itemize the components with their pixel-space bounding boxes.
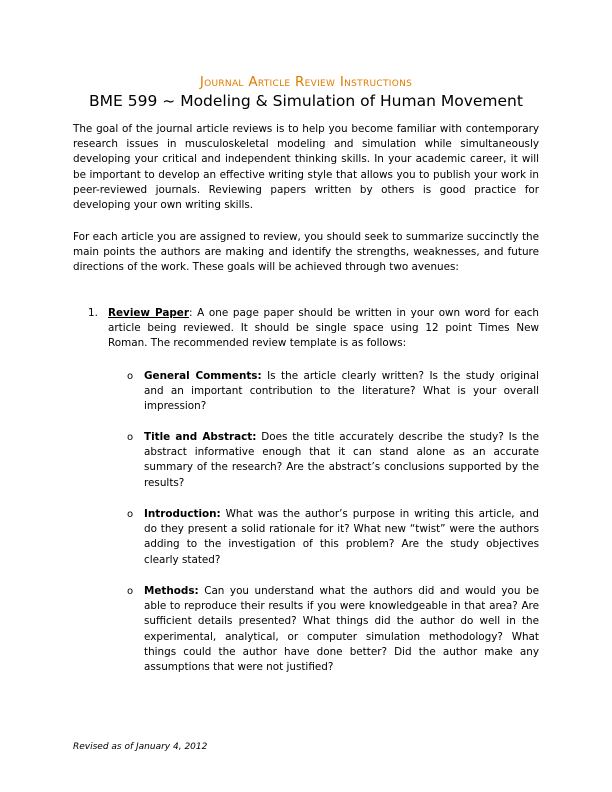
subitem-introduction	[144, 507, 539, 568]
bullet-marker: o	[127, 509, 134, 520]
course-title: BME 599 ~ Modeling & Simulation of Human Movement	[89, 92, 523, 110]
subitem-heading: Introduction:	[144, 508, 221, 520]
intro-paragraph-1: The goal of the journal article reviews is to help you become familiar with contemporary research issues in musculoskeletal modeling and simulation while simultaneously developing your critical and independent thinking skills. In your academic career, it will be important to develop an effective writing style that allows you to publish your work in peer-reviewed journals. Reviewing papers written by others is good practice for developing your own writing skills.	[73, 123, 539, 212]
revision-date: Revised as of January 4, 2012	[73, 742, 208, 752]
subitem-general-comments	[144, 369, 539, 415]
subitem-text: Can you understand what the authors did and would you be able to reproduce their results if you were knowledgeable in that area? Are sufficient details presented? What things did the author do well in the experimental, analytical, or computer simulation methodology? What things could the author have done better? Did the author make any assumptions that were not justified?	[144, 585, 539, 674]
subitem-heading: General Comments:	[144, 370, 262, 382]
list-item-review-paper	[108, 306, 539, 352]
document-title: Journal Article Review Instructions	[199, 74, 413, 90]
bullet-marker: o	[127, 371, 134, 382]
review-paper-text: : A one page paper should be written in your own word for each article being reviewed. It should be single space using 12 point Times New Roman. The recommended review template is as follows:	[108, 307, 539, 350]
bullet-marker: o	[127, 586, 134, 597]
subitem-heading: Title and Abstract:	[144, 431, 257, 443]
bullet-marker: o	[127, 432, 134, 443]
subitem-text: Is the article clearly written? Is the study original and an important contribution to the literature? What is your overall impression?	[144, 370, 539, 413]
subitem-methods	[144, 584, 539, 675]
review-paper-heading: Review Paper	[108, 307, 189, 319]
subitem-text: Does the title accurately describe the study? Is the abstract informative enough that it can stand alone as an accurate summary of the research? Are the abstract’s conclusions supported by the results?	[144, 431, 539, 489]
list-number: 1.	[88, 307, 98, 319]
subitem-title-abstract	[144, 430, 539, 491]
subitem-heading: Methods:	[144, 585, 199, 597]
intro-paragraph-2: For each article you are assigned to review, you should seek to summarize succinctly the main points the authors are making and identify the strengths, weaknesses, and future directions of the work. These goals will be achieved through two avenues:	[73, 231, 539, 274]
subitem-text: What was the author’s purpose in writing this article, and do they present a solid rationale for it? What new “twist” were the authors adding to the investigation of this problem? Are the study objectives clearly stated?	[144, 508, 539, 566]
